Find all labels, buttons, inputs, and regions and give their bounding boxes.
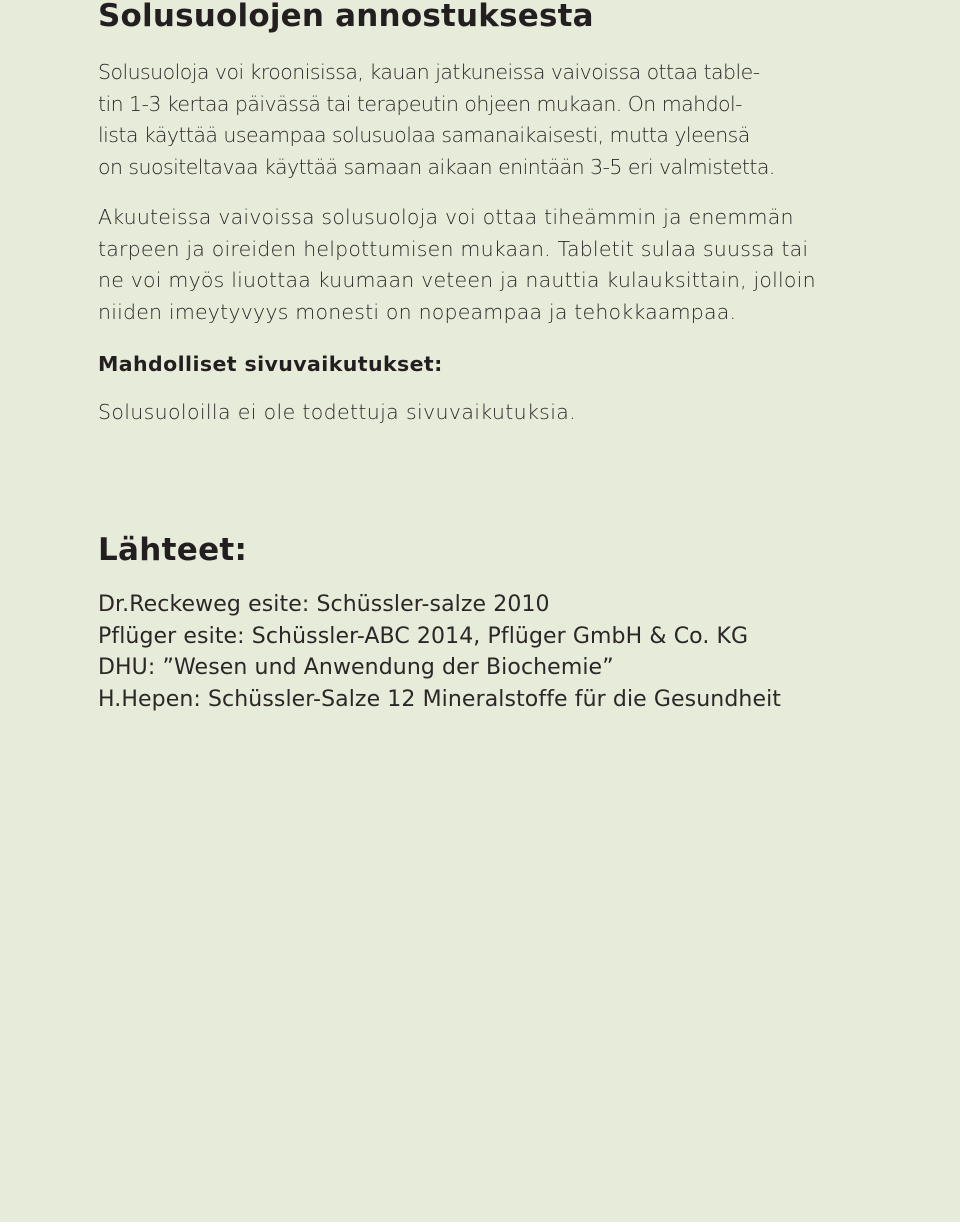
source-item: Pflüger esite: Schüssler-ABC 2014, Pflüger GmbH & Co. KG: [98, 623, 749, 649]
side-effects-text: [98, 397, 576, 429]
paragraph-line: tarpeen ja oireiden helpottumisen mukaan. Tabletit sulaa suussa tai: [98, 236, 809, 261]
paragraph-line: ne voi myös liuottaa kuumaan veteen ja nauttia kulauksittain, jolloin: [98, 268, 816, 292]
page-bottom-edge: [0, 1222, 960, 1231]
source-item: DHU: ”Wesen und Anwendung der Biochemie”: [98, 655, 614, 680]
dosage-paragraph: [98, 57, 775, 183]
side-effects-heading: Mahdolliset sivuvaikutukset:: [98, 352, 443, 376]
paragraph-line: on suositeltavaa käyttää samaan aikaan enintään 3-5 eri valmistetta.: [98, 154, 775, 179]
sources-list: [98, 589, 781, 715]
page-title: Solusuolojen annostuksesta: [98, 0, 594, 34]
source-item: H.Hepen: Schüssler-Salze 12 Mineralstoffe für die Gesundheit: [98, 686, 782, 712]
paragraph-line: lista käyttää useampaa solusuolaa samanaikaisesti, mutta yleensä: [98, 123, 750, 147]
paragraph-line: Solusuoloja voi kroonisissa, kauan jatkuneissa vaivoissa ottaa table-: [98, 60, 760, 84]
paragraph-line: tin 1-3 kertaa päivässä tai terapeutin ohjeen mukaan. On mahdol-: [98, 91, 743, 116]
paragraph-line: niiden imeytyvyys monesti on nopeampaa ja tehokkaampaa.: [98, 299, 737, 324]
acute-paragraph: [98, 202, 816, 328]
paragraph-line: Solusuoloilla ei ole todettuja sivuvaikutuksia.: [98, 400, 577, 424]
source-item: Dr.Reckeweg esite: Schüssler-salze 2010: [98, 592, 550, 617]
paragraph-line: Akuuteissa vaivoissa solusuoloja voi ottaa tiheämmin ja enemmän: [98, 205, 794, 229]
sources-heading: Lähteet:: [98, 532, 248, 568]
